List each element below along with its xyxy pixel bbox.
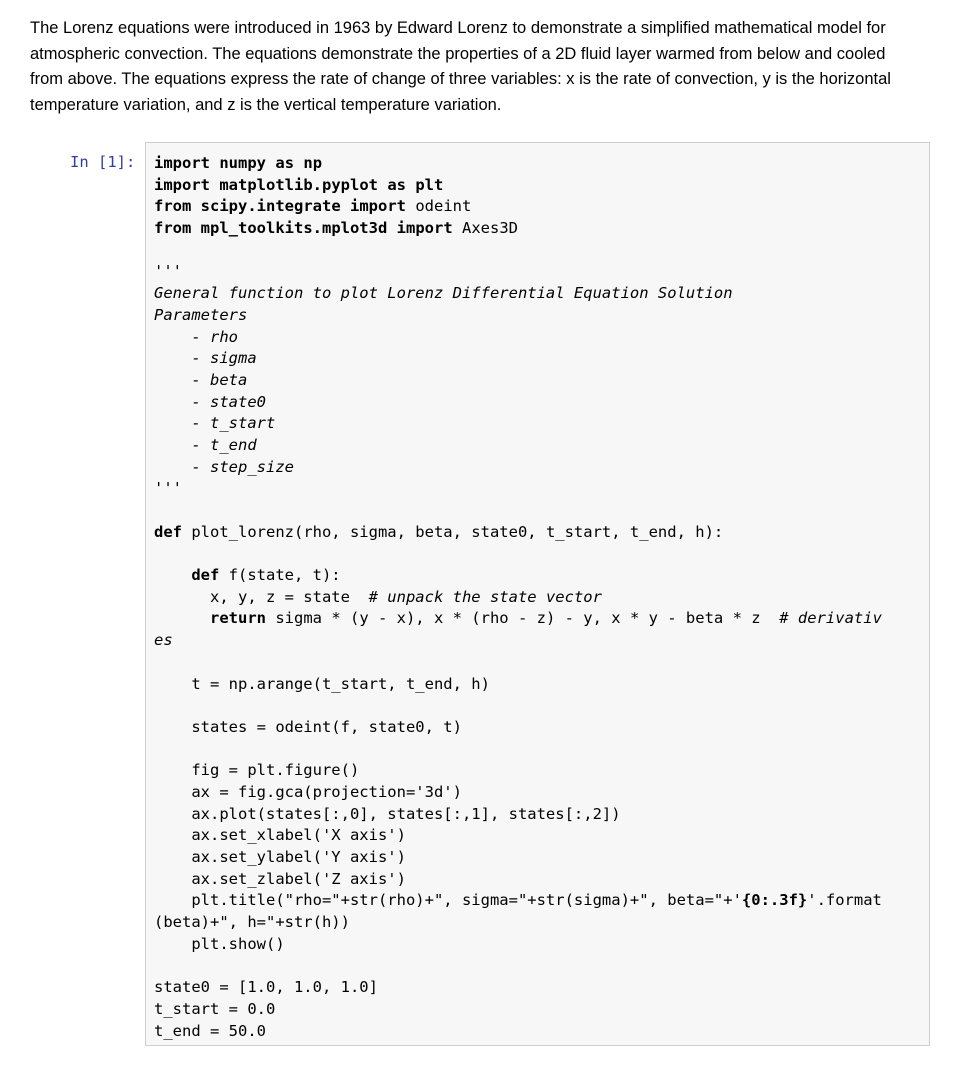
code-keyword: {0:.3f} bbox=[741, 891, 808, 910]
markdown-paragraph: The Lorenz equations were introduced in 1963 by Edward Lorenz to demonstrate a simplified mathematical model for atmospheric convection. The equations demonstrate the properties of a 2D fluid layer warmed from below and cooled from above. The equations express the rate of change of three variables: x is the rate of convection, y is the horizontal temperature variation, and z is the vertical temperature variation. bbox=[30, 19, 891, 114]
code-docstring: - step_size bbox=[154, 457, 294, 476]
code-line bbox=[154, 153, 882, 175]
code-line bbox=[154, 760, 882, 782]
code-docstring: ''' bbox=[154, 262, 182, 281]
code-line bbox=[154, 955, 882, 977]
code-text: f(state, t): bbox=[219, 566, 341, 585]
code-line bbox=[154, 348, 882, 370]
code-docstring: - state0 bbox=[154, 392, 266, 411]
code-line bbox=[154, 999, 882, 1021]
code-text bbox=[266, 154, 275, 172]
code-keyword: matplotlib.pyplot bbox=[219, 175, 378, 194]
code-line bbox=[154, 674, 882, 696]
code-text bbox=[406, 176, 415, 194]
code-line bbox=[154, 413, 882, 435]
code-keyword: import bbox=[396, 219, 453, 238]
code-text: t = np.arange(t_start, t_end, h) bbox=[154, 674, 490, 693]
code-text: plt.show() bbox=[154, 934, 285, 953]
code-keyword: from bbox=[154, 219, 192, 238]
code-keyword: as bbox=[275, 154, 295, 172]
code-keyword: plt bbox=[415, 175, 444, 194]
code-docstring: - sigma bbox=[154, 349, 257, 368]
code-line bbox=[154, 218, 882, 240]
code-docstring: ''' bbox=[154, 479, 182, 498]
code-line bbox=[154, 1021, 882, 1043]
code-line bbox=[154, 457, 882, 479]
code-text bbox=[191, 219, 200, 237]
code-block bbox=[154, 153, 882, 1042]
code-docstring: - t_start bbox=[154, 414, 276, 433]
code-line bbox=[154, 652, 882, 674]
code-line bbox=[154, 847, 882, 869]
code-text: fig = plt.figure() bbox=[154, 761, 360, 780]
code-text: plot_lorenz(rho, sigma, beta, state0, t_start, t_end, h): bbox=[182, 522, 724, 541]
code-docstring: Parameters bbox=[154, 305, 248, 324]
code-line bbox=[154, 543, 882, 565]
code-line bbox=[154, 977, 882, 999]
code-keyword: np bbox=[303, 154, 323, 172]
input-prompt: In [1]: bbox=[70, 153, 136, 171]
code-line bbox=[154, 695, 882, 717]
code-text: ax.set_zlabel('Z axis') bbox=[154, 869, 406, 888]
code-keyword: def bbox=[191, 566, 220, 585]
code-text: '.format bbox=[807, 891, 882, 910]
code-line bbox=[154, 912, 882, 934]
code-line bbox=[154, 630, 882, 652]
code-text: sigma * (y - x), x * (rho - z) - y, x * y - beta * z bbox=[266, 609, 780, 628]
code-line bbox=[154, 782, 882, 804]
code-text: states = odeint(f, state0, t) bbox=[154, 717, 462, 736]
code-line bbox=[154, 240, 882, 262]
code-line bbox=[154, 804, 882, 826]
code-line bbox=[154, 478, 882, 500]
code-keyword: scipy.integrate bbox=[200, 197, 341, 216]
code-line bbox=[154, 608, 882, 630]
code-docstring: - beta bbox=[154, 370, 248, 389]
markdown-cell[interactable] bbox=[30, 16, 910, 118]
code-comment: # unpack the state vector bbox=[368, 587, 602, 606]
code-line bbox=[154, 825, 882, 847]
code-line bbox=[154, 500, 882, 522]
code-keyword: def bbox=[154, 522, 182, 541]
code-text: odeint bbox=[406, 197, 472, 216]
code-text: t_end = 50.0 bbox=[154, 1021, 266, 1040]
code-text: x, y, z = state bbox=[154, 587, 369, 606]
code-line bbox=[154, 869, 882, 891]
code-text bbox=[378, 176, 387, 194]
code-line bbox=[154, 392, 882, 414]
code-text bbox=[210, 176, 219, 194]
code-text bbox=[154, 609, 210, 627]
code-comment: es bbox=[154, 631, 173, 650]
code-docstring: - t_end bbox=[154, 435, 257, 454]
code-keyword: mpl_toolkits.mplot3d bbox=[200, 219, 388, 238]
code-line bbox=[154, 717, 882, 739]
code-line bbox=[154, 435, 882, 457]
code-text: Axes3D bbox=[452, 219, 518, 238]
code-line bbox=[154, 934, 882, 956]
code-keyword: import bbox=[154, 154, 210, 172]
code-comment: # derivativ bbox=[779, 609, 882, 628]
code-keyword: from bbox=[154, 197, 192, 216]
code-line bbox=[154, 196, 882, 218]
code-text: plt.title("rho="+str(rho)+", sigma="+str(sigma)+", beta="+' bbox=[154, 891, 742, 910]
code-keyword: import bbox=[154, 175, 210, 194]
code-text: ax.plot(states[:,0], states[:,1], states[:,2]) bbox=[154, 804, 621, 823]
code-docstring: General function to plot Lorenz Differential Equation Solution bbox=[154, 284, 733, 303]
code-line bbox=[154, 261, 882, 283]
code-line bbox=[154, 739, 882, 761]
code-line bbox=[154, 522, 882, 544]
code-text bbox=[191, 197, 200, 215]
code-line bbox=[154, 305, 882, 327]
code-text: (beta)+", h="+str(h)) bbox=[154, 913, 350, 932]
code-text bbox=[341, 197, 350, 215]
code-line bbox=[154, 327, 882, 349]
code-text bbox=[387, 219, 396, 237]
code-docstring: - rho bbox=[154, 327, 238, 346]
code-line bbox=[154, 175, 882, 197]
code-line bbox=[154, 565, 882, 587]
code-line bbox=[154, 370, 882, 392]
code-text: ax = fig.gca(projection='3d') bbox=[154, 782, 462, 801]
code-text: t_start = 0.0 bbox=[154, 999, 276, 1018]
code-cell-editor[interactable] bbox=[145, 142, 930, 1046]
code-text bbox=[210, 154, 219, 172]
code-keyword: numpy bbox=[219, 154, 267, 172]
code-text: state0 = [1.0, 1.0, 1.0] bbox=[154, 978, 378, 997]
code-line bbox=[154, 587, 882, 609]
code-line bbox=[154, 890, 882, 912]
code-text: ax.set_ylabel('Y axis') bbox=[154, 848, 406, 866]
code-keyword: import bbox=[350, 197, 406, 216]
code-line bbox=[154, 283, 882, 305]
code-keyword: as bbox=[387, 175, 406, 194]
code-text: ax.set_xlabel('X axis') bbox=[154, 826, 406, 845]
code-text bbox=[154, 566, 191, 584]
code-text bbox=[294, 154, 303, 172]
code-keyword: return bbox=[210, 609, 266, 628]
